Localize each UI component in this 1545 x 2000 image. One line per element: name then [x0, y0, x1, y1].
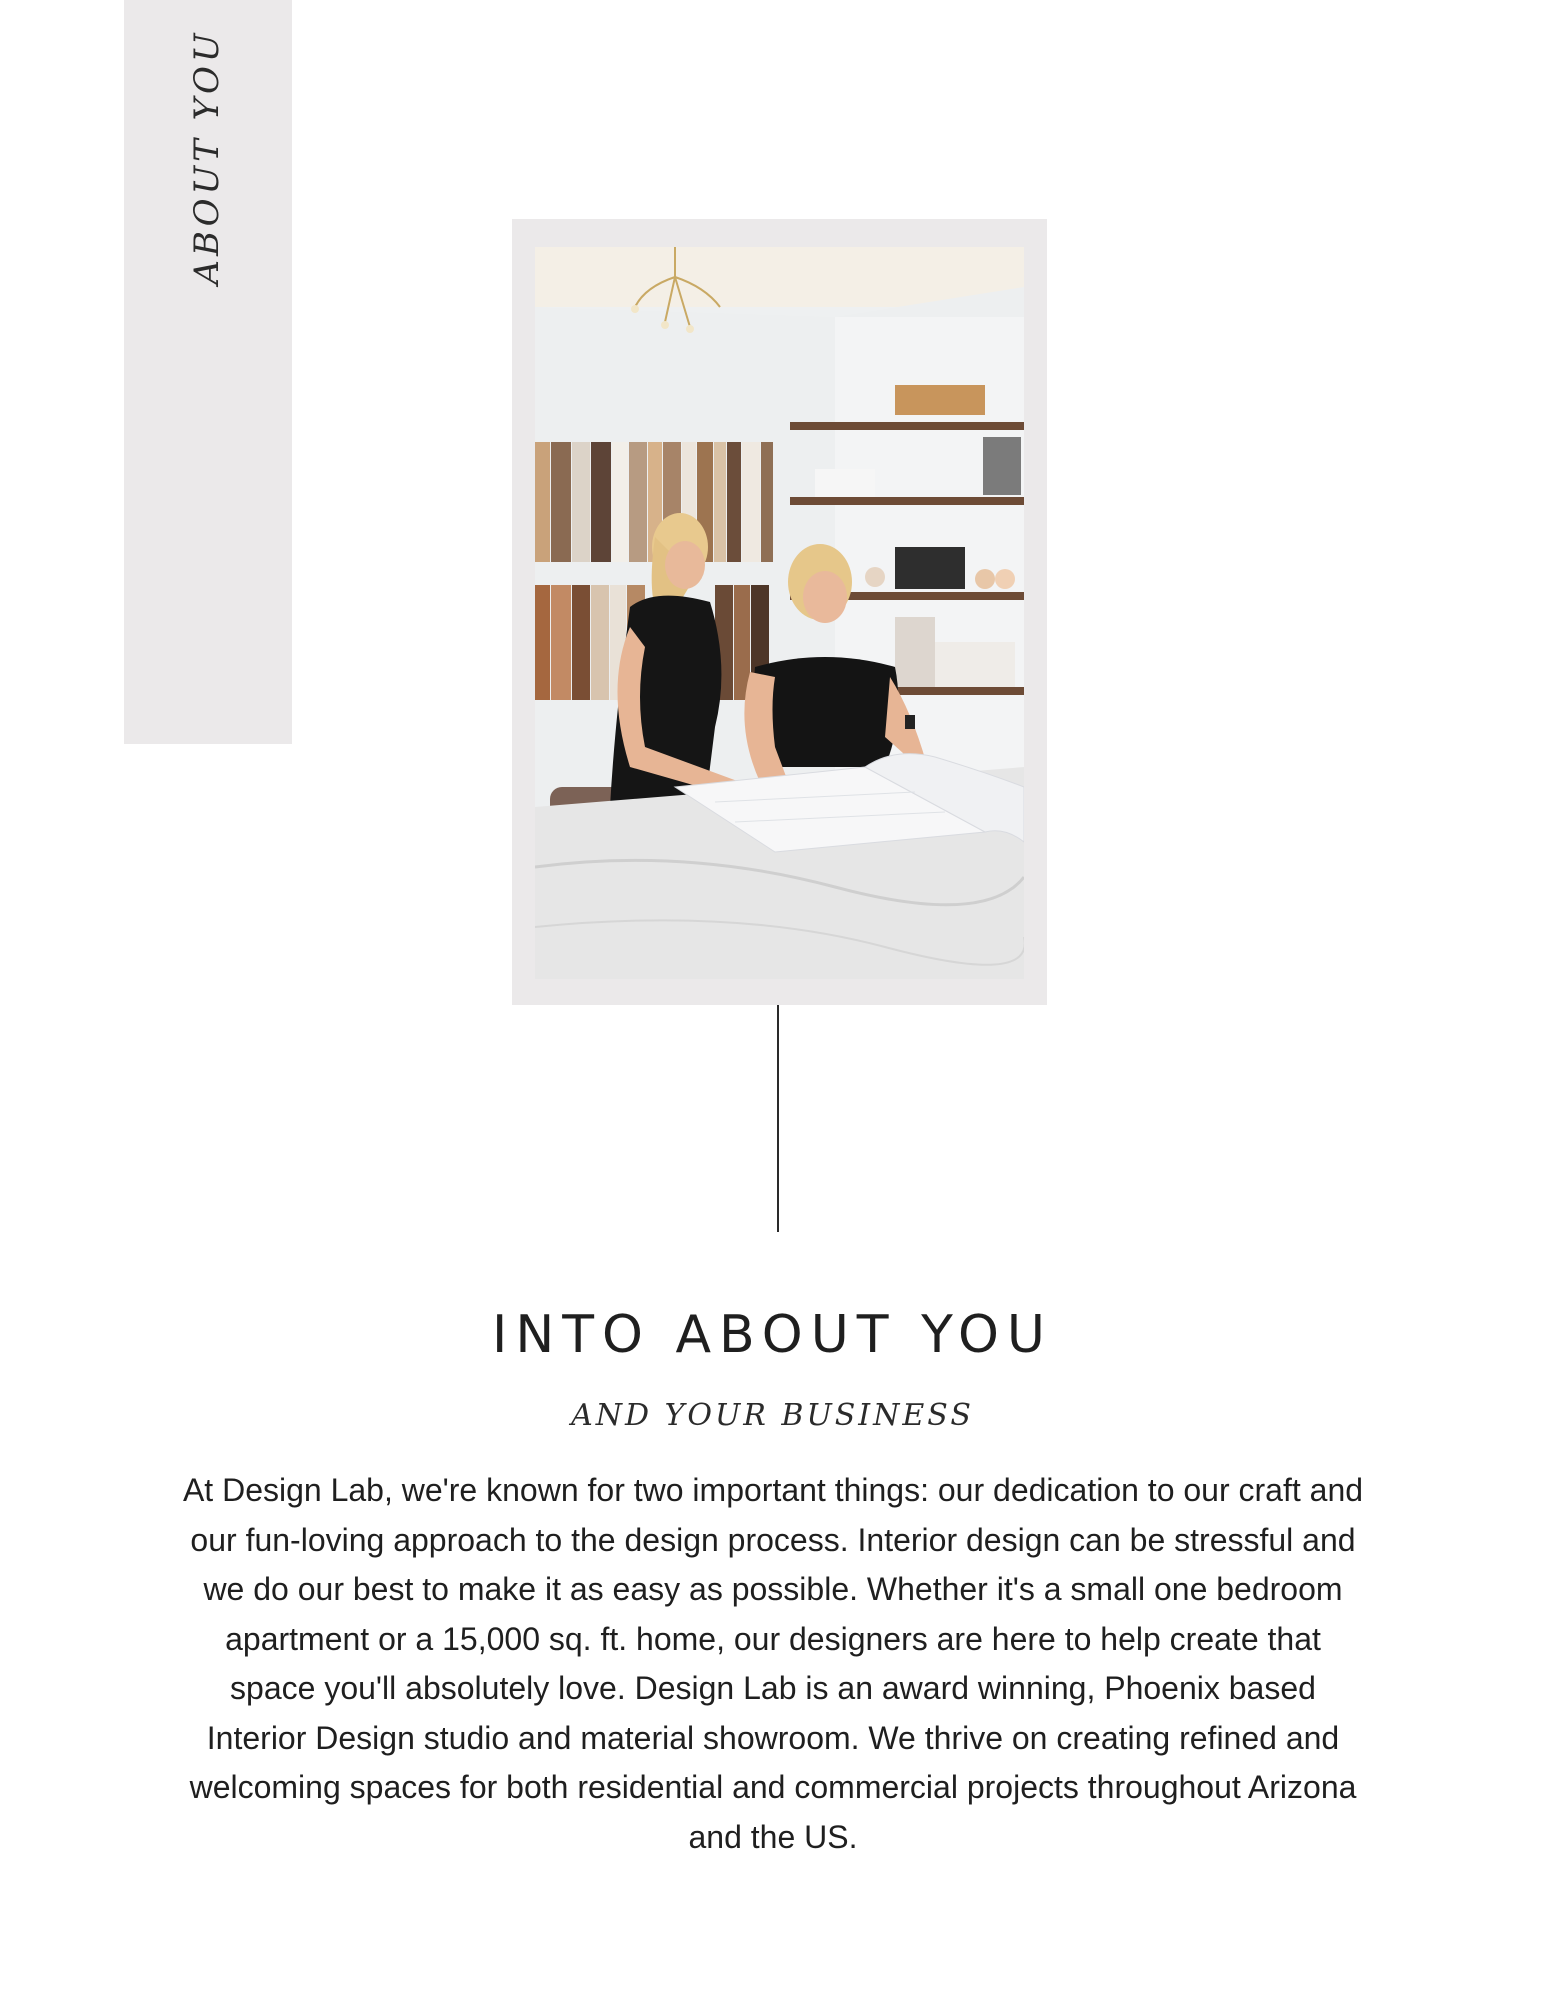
page-subtitle: AND YOUR BUSINESS	[571, 1398, 974, 1433]
vertical-connector-line	[777, 1005, 779, 1232]
side-tab-label: ABOUT YOU	[187, 29, 227, 285]
page-title: INTO ABOUT YOU	[492, 1305, 1053, 1365]
photo-frame	[512, 219, 1047, 1005]
showroom-photo	[535, 247, 1024, 979]
intro-paragraph: At Design Lab, we're known for two important things: our dedication to our craft and our fun-loving approach to the design process. Interior design can be stressful and we do our best to make it as easy as possible. Whether it's a small one bedroom apartment or a 15,000 sq. ft. home, our designers are here to help create that space you'll absolutely love. Design Lab is an award winning, Phoenix based Interior Design studio and material showroom. We thrive on creating refined and welcoming spaces for both residential and commercial projects throughout Arizona and the US.	[182, 1472, 1364, 1855]
